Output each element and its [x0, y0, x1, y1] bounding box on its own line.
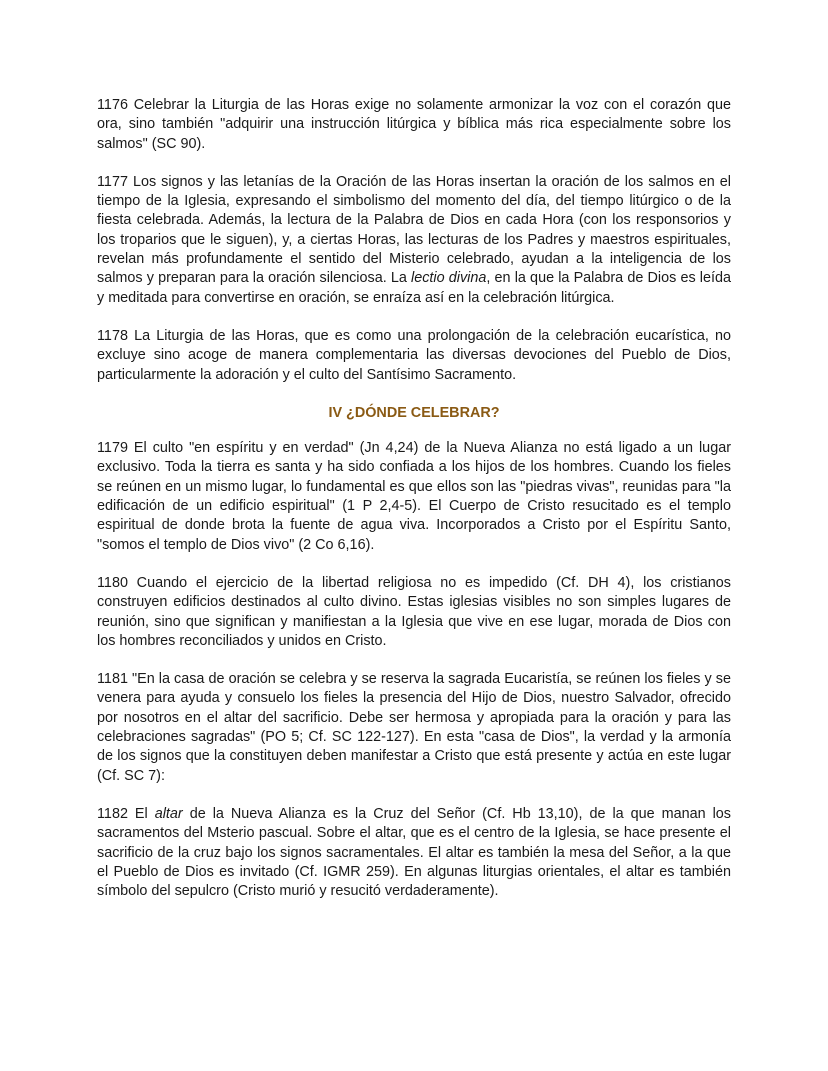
paragraph-1176 [97, 96, 731, 154]
paragraph-1178 [97, 327, 731, 385]
paragraph-1180-text: 1180 Cuando el ejercicio de la libertad religiosa no es impedido (Cf. DH 4), los cristianos construyen edificios destinados al culto divino. Estas iglesias visibles no son simples lugares de reunión, sino que significan y manifiestan a la Iglesia que vive en ese lugar, morada de Dios con los hombres reconciliados y unidos en Cristo. [97, 574, 731, 649]
paragraph-1181 [97, 670, 731, 786]
paragraph-1177-italic: lectio divina [411, 270, 487, 287]
paragraph-1179-text: 1179 El culto "en espíritu y en verdad" (Jn 4,24) de la Nueva Alianza no está ligado a un lugar exclusivo. Toda la tierra es santa y ha sido confiada a los hijos de los hombres. Cuando los fieles se reúnen en un mismo lugar, lo fundamental es que ellos son las "piedras vivas", reunidas para "la edificación de un edificio espiritual" (1 P 2,4-5). El Cuerpo de Cristo resucitado es el templo espiritual de donde brota la fuente de agua viva. Incorporados a Cristo por el Espíritu Santo, "somos el templo de Dios vivo" (2 Co 6,16). [97, 440, 731, 553]
paragraph-1176-text: 1176 Celebrar la Liturgia de las Horas exige no solamente armonizar la voz con el corazón que ora, sino también "adquirir una instrucción litúrgica y bíblica más rica especialmente sobre los salmos" (SC 90). [97, 97, 731, 152]
section-heading: IV ¿DÓNDE CELEBRAR? [328, 404, 500, 421]
paragraph-1178-text: 1178 La Liturgia de las Horas, que es como una prolongación de la celebración eucarística, no excluye sino acoge de manera complementaria las diversas devociones del Pueblo de Dios, particularmente la adoración y el culto del Santísimo Sacramento. [97, 327, 731, 383]
paragraph-1177-text-before: 1177 Los signos y las letanías de la Oración de las Horas insertan la oración de los salmos en el tiempo de la Iglesia, expresando el simbolismo del momento del día, del tiempo litúrgico o de la fiesta celebrada. Además, la lectura de la Palabra de Dios en cada Hora (con los responsorios y los troparios que le siguen), y, a ciertas Horas, las lecturas de los Padres y maestros espirituales, revelan más profundamente el sentido del Misterio celebrado, ayudan a la inteligencia de los salmos y preparan para la oración silenciosa. La [97, 173, 731, 287]
paragraph-1182-italic: altar [154, 805, 183, 822]
paragraph-1177 [97, 173, 731, 308]
paragraph-1182-text-before: 1182 El [97, 805, 155, 822]
document-page [97, 96, 731, 920]
paragraph-1182 [97, 805, 731, 901]
paragraph-1179 [97, 439, 731, 555]
paragraph-1181-text: 1181 "En la casa de oración se celebra y se reserva la sagrada Eucaristía, se reúnen los fieles y se venera para ayuda y consuelo los fieles la presencia del Hijo de Dios, nuestro Salvador, ofrecido por nosotros en el altar del sacrificio. Debe ser hermosa y apropiada para la oración y para las celebraciones sagradas" (PO 5; Cf. SC 122-127). En esta "casa de Dios", la verdad y la armonía de los signos que la constituyen deben manifestar a Cristo que está presente y actúa en este lugar (Cf. SC 7): [97, 671, 731, 784]
paragraph-1177-text-after: , en la que la Palabra de Dios es leída y meditada para convertirse en oración, se enraíza así en la celebración litúrgica. [97, 270, 732, 306]
paragraph-1180 [97, 574, 731, 651]
paragraph-1182-text-after: de la Nueva Alianza es la Cruz del Señor (Cf. Hb 13,10), de la que manan los sacramentos del Msterio pascual. Sobre el altar, que es el centro de la Iglesia, se hace presente el sacrificio de la cruz bajo los signos sacramentales. El altar es también la mesa del Señor, a la que el Pueblo de Dios es invitado (Cf. IGMR 259). En algunas liturgias orientales, el altar es también símbolo del sepulcro (Cristo murió y resucitó verdaderamente). [97, 805, 731, 900]
